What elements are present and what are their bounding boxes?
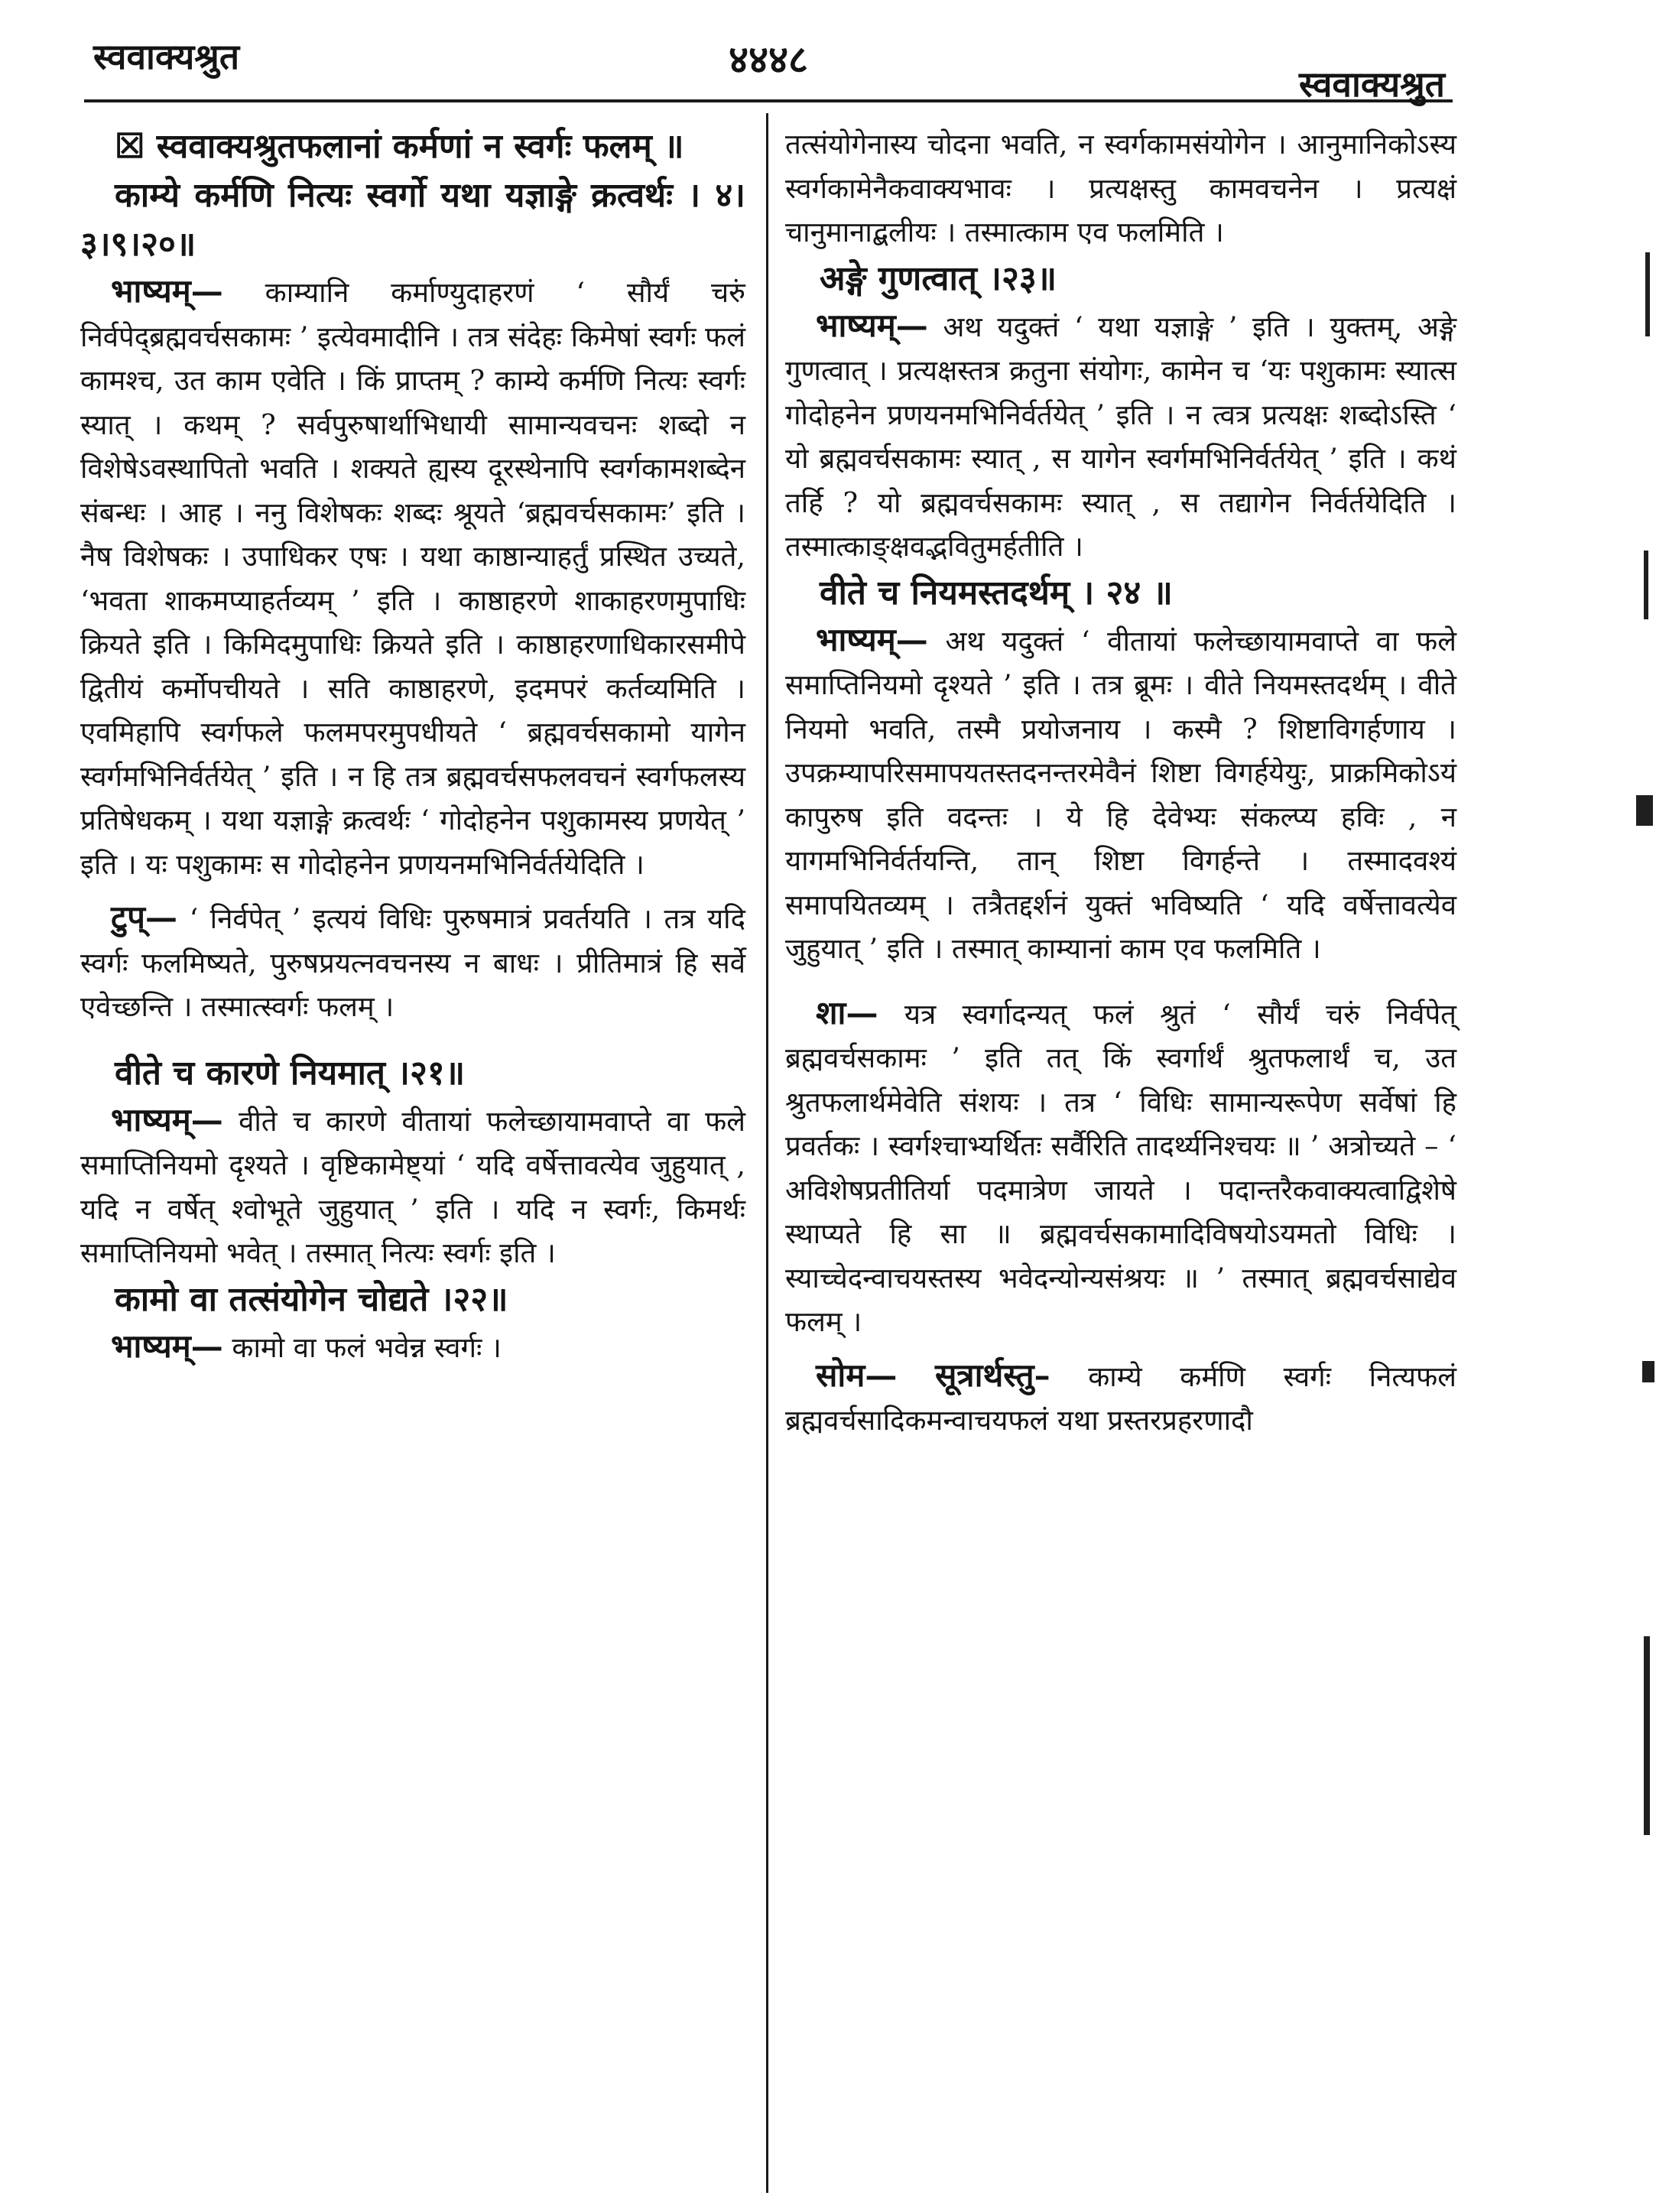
sutra-24: वीते च नियमस्तदर्थम् । २४ ॥ xyxy=(820,573,1173,612)
bhashya-label: भाष्यम्— xyxy=(111,1327,223,1365)
sha-label: शा— xyxy=(816,993,878,1031)
bhashya-paragraph xyxy=(80,269,745,886)
bhashya-label: भाष्यम्— xyxy=(816,306,928,344)
section-heading-text: स्ववाक्यश्रुतफलानां कर्मणां न स्वर्गः फलम् ॥ xyxy=(156,127,684,166)
sutra-20: काम्ये कर्मणि नित्यः स्वर्गो यथा यज्ञाङ्गे क्रत्वर्थः । ४।३।९।२०॥ xyxy=(80,176,745,264)
left-column xyxy=(80,122,745,1369)
tup-text: ‘ निर्वपेत् ’ इत्ययं विधिः पुरुषमात्रं प्रवर्तयति । तत्र यदि स्वर्गः फलमिष्यते, पुरुषप्रयत्नवचनस्य न बाधः । प्रीतिमात्रं हि सर्वे एवेच्छन्ति । तस्मात्स्वर्गः फलम् । xyxy=(80,902,745,1023)
header-right-title: स्ववाक्यश्रुत xyxy=(1298,63,1445,105)
continued-text: तत्संयोगेनास्य चोदना भवति, न स्वर्गकामसंयोगेन । आनुमानिकोऽस्य स्वर्गकामेनैकवाक्यभावः । प्रत्यक्षस्तु कामवचनेन । प्रत्यक्षं चानुमानाद्बलीयः । तस्मात्काम एव फलमिति । xyxy=(785,128,1456,248)
bhashya-paragraph xyxy=(785,304,1456,569)
bhashya-paragraph xyxy=(80,1098,745,1275)
bhashya-text: कामो वा फलं भवेन्न स्वर्गः । xyxy=(232,1330,502,1364)
soma-text: काम्ये कर्मणि स्वर्गः नित्यफलं ब्रह्मवर्चसादिकमन्वाचयफलं यथा प्रस्तरप्रहरणादौ xyxy=(785,1359,1456,1437)
header-left-title: स्ववाक्यश्रुत xyxy=(93,36,240,77)
scan-edge-mark xyxy=(1636,795,1653,826)
sha-paragraph xyxy=(785,991,1456,1344)
sutra-21: वीते च कारणे नियमात् ।२१॥ xyxy=(115,1053,466,1093)
bhashya-paragraph xyxy=(785,618,1456,971)
soma-paragraph xyxy=(785,1353,1456,1443)
tup-label: टुप्— xyxy=(111,898,178,936)
section-heading xyxy=(80,122,745,171)
bhashya-label: भाष्यम्— xyxy=(816,620,928,658)
soma-label: सोम— xyxy=(816,1356,898,1394)
column-divider xyxy=(766,113,768,2193)
bhashya-text: अथ यदुक्तं ‘ यथा यज्ञाङ्गे ’ इति । युक्तम्, अङ्गे गुणत्वात् । प्रत्यक्षस्तत्र क्रतुना संयोगः, कामेन च ‘यः पशुकामः स्यात्स गोदोहनेन प्रणयनमभिनिर्वर्तयेत् ’ इति । न त्वत्र प्रत्यक्षः शब्दोऽस्ति ‘ यो ब्रह्मवर्चसकामः स्यात् , स यागेन स्वर्गमभिनिर्वर्तयेत् ’ इति । कथं तर्हि ? यो ब्रह्मवर्चसकामः स्यात् , स तद्यागेन निर्वर्तयेदिति । तस्मात्काङ्क्षवद्भवितुमर्हतीति । xyxy=(785,310,1456,563)
right-column xyxy=(785,122,1456,1443)
bhashya-label: भाष्यम्— xyxy=(111,272,223,310)
bhashya-text: वीते च कारणे वीतायां फलेच्छायामवाप्ते वा फले समाप्तिनियमो दृश्यते । वृष्टिकामेष्ट्यां ‘ यदि वर्षेत्तावत्येव जुहुयात् , यदि न वर्षेत् श्वोभूते जुहुयात् ’ इति । यदि न स्वर्गः, किमर्थः समाप्तिनियमो भवेत् । तस्मात् नित्यः स्वर्गः इति । xyxy=(80,1104,745,1269)
bhashya-text: काम्यानि कर्माण्युदाहरणं ‘ सौर्यं चरुं निर्वपेद्ब्रह्मवर्चसकामः ’ इत्येवमादीनि । तत्र संदेहः किमेषां स्वर्गः फलं कामश्च, उत काम एवेति । किं प्राप्तम् ? काम्ये कर्मणि नित्यः स्वर्गः स्यात् । कथम् ? सर्वपुरुषार्थाभिधायी सामान्यवचनः शब्दो न विशेषेऽवस्थापितो भवति । शक्यते ह्यस्य दूरस्थेनापि स्वर्गकामशब्देन संबन्धः । आह । ननु विशेषकः शब्दः श्रूयते ‘ब्रह्मवर्चसकामः’ इति । नैष विशेषकः । उपाधिकर एषः । यथा काष्ठान्याहर्तुं प्रस्थित उच्यते, ‘भवता शाकमप्याहर्तव्यम् ’ इति । काष्ठाहरणे शाकाहरणमुपाधिः क्रियते इति । किमिदमुपाधिः क्रियते इति । काष्ठाहरणाधिकारसमीपे द्वितीयं कर्मोपचीयते । सति काष्ठाहरणे, इदमपरं कर्तव्यमिति । एवमिहापि स्वर्गफले फलमपरमुपधीयते ‘ ब्रह्मवर्चसकामो यागेन स्वर्गमभिनिर्वर्तयेत् ’ इति । न हि तत्र ब्रह्मवर्चसफलवचनं स्वर्गफलस्य प्रतिषेधकम् । यथा यज्ञाङ्गे क्रत्वर्थः ‘ गोदोहनेन पशुकामस्य प्रणयेत् ’ इति । यः पशुकामः स गोदोहनेन प्रणयनमभिनिर्वर्तयेदिति । xyxy=(80,276,746,881)
scan-edge-mark xyxy=(1642,1361,1654,1382)
sha-text: यत्र स्वर्गादन्यत् फलं श्रुतं ‘ सौर्यं चरुं निर्वपेत् ब्रह्मवर्चसकामः ’ इति तत् किं स्वर्गार्थं श्रुतफलार्थं च, उत श्रुतफलार्थमेवेति संशयः । तत्र ‘ विधिः सामान्यरूपेण सर्वेषां हि प्रवर्तकः । स्वर्गश्चाभ्यर्थितः सर्वैरिति तादर्थ्यनिश्चयः ॥ ’ अत्रोच्यते – ‘ अविशेषप्रतीतिर्या पदमात्रेण जायते । पदान्तरैकवाक्यत्वाद्विशेषे स्थाप्यते हि सा ॥ ब्रह्मवर्चसकामादिविषयोऽयमतो विधिः । स्याच्चेदन्वाचयस्तस्य भवेदन्योन्यसंश्रयः ॥ ’ तस्मात् ब्रह्मवर्चसाद्येव फलम् । xyxy=(785,997,1456,1338)
sutra-22: कामो वा तत्संयोगेन चोद्यते ।२२॥ xyxy=(115,1279,508,1319)
bhashya-label: भाष्यम्— xyxy=(111,1100,223,1138)
scan-edge-mark xyxy=(1644,1636,1650,1835)
bhashya-text: अथ यदुक्तं ‘ वीतायां फलेच्छायामवाप्ते वा फले समाप्तिनियमो दृश्यते ’ इति । तत्र ब्रूमः । वीते नियमस्तदर्थम् । वीते नियमो भवति, तस्मै प्रयोजनाय । कस्मै ? शिष्टाविगर्हणाय । उपक्रम्यापरिसमापयतस्तदनन्तरमेवैनं शिष्टा विगर्हयेयुः, प्राक्रमिकोऽयं कापुरुष इति वदन्तः । ये हि देवेभ्यः संकल्प्य हविः , न यागमभिनिर्वर्तयन्ति, तान् शिष्टा विगर्हन्ते । तस्मादवश्यं समापयितव्यम् । तत्रैतद्दर्शनं युक्तं भविष्यति ‘ यदि वर्षेत्तावत्येव जुहुयात् ’ इति । तस्मात् काम्यानां काम एव फलमिति । xyxy=(785,624,1456,965)
sutra-23: अङ्गे गुणत्वात् ।२३॥ xyxy=(820,258,1057,298)
scan-edge-mark xyxy=(1645,252,1650,336)
bhashya-paragraph xyxy=(80,1324,745,1370)
tup-paragraph xyxy=(80,895,745,1029)
section-mark-icon: ☒ xyxy=(115,127,145,166)
page-number: ४४४८ xyxy=(729,37,808,82)
running-header xyxy=(84,23,1453,105)
scan-edge-mark xyxy=(1644,551,1648,619)
soma-subheading: सूत्रार्थस्तु– xyxy=(935,1356,1050,1394)
